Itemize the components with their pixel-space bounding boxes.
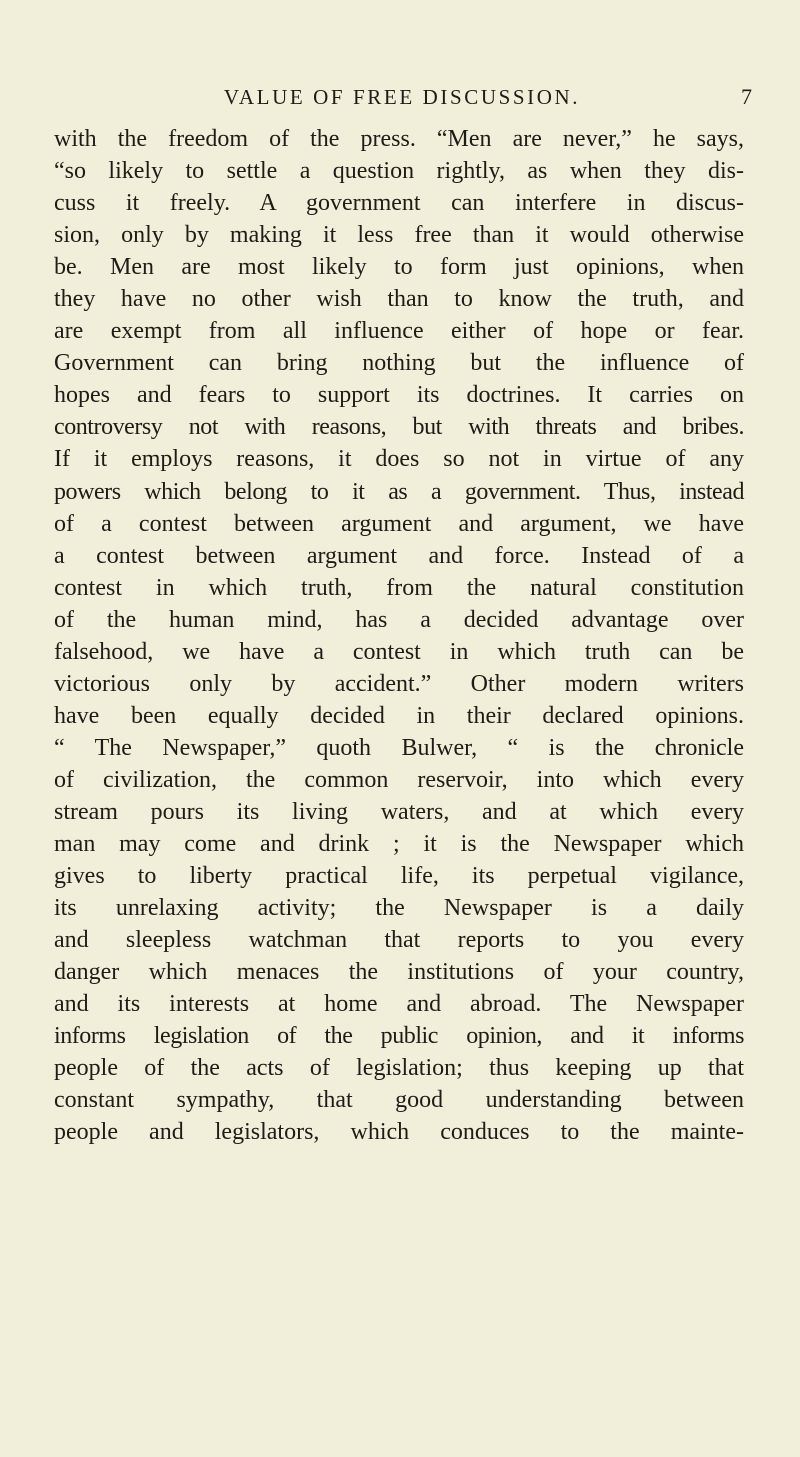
text-line: its unrelaxing activity; the Newspaper is a daily xyxy=(54,895,744,922)
text-line: people and legislators, which conduces to the mainte- xyxy=(54,1119,744,1146)
text-line: be. Men are most likely to form just opinions, when xyxy=(54,254,744,281)
text-line: sion, only by making it less free than it would otherwise xyxy=(54,222,744,249)
text-line: If it employs reasons, it does so not in virtue of any xyxy=(54,446,744,473)
text-line: constant sympathy, that good understanding between xyxy=(54,1087,744,1114)
text-line: are exempt from all influence either of hope or fear. xyxy=(54,318,744,345)
running-title: VALUE OF FREE DISCUSSION. xyxy=(223,85,581,109)
text-line: hopes and fears to support its doctrines. It carries on xyxy=(54,382,744,409)
text-line: of a contest between argument and argument, we have xyxy=(54,510,744,537)
text-line: contest in which truth, from the natural constitution xyxy=(54,574,744,601)
text-line: “ The Newspaper,” quoth Bulwer, “ is the chronicle xyxy=(54,734,744,761)
text-line: of the human mind, has a decided advantage over xyxy=(54,606,744,633)
text-line: cuss it freely. A government can interfere in discus- xyxy=(54,190,744,217)
text-line: informs legislation of the public opinion, and it informs xyxy=(54,1023,744,1050)
text-line: they have no other wish than to know the truth, and xyxy=(54,286,744,313)
text-line: with the freedom of the press. “Men are never,” he says, xyxy=(54,126,744,152)
text-line: danger which menaces the institutions of your country, xyxy=(54,959,744,986)
text-line: and sleepless watchman that reports to you every xyxy=(54,927,744,954)
text-line: falsehood, we have a contest in which truth can be xyxy=(54,638,744,665)
text-line: stream pours its living waters, and at which every xyxy=(54,798,744,825)
text-line: victorious only by accident.” Other modern writers xyxy=(54,670,744,697)
body-text xyxy=(54,123,744,1149)
text-line: and its interests at home and abroad. The Newspaper xyxy=(54,991,744,1018)
text-line: a contest between argument and force. Instead of a xyxy=(54,542,744,569)
text-line: powers which belong to it as a government. Thus, instead xyxy=(54,478,744,505)
text-line: Government can bring nothing but the influence of xyxy=(54,350,744,377)
page-number: 7 xyxy=(741,84,752,109)
text-line: gives to liberty practical life, its perpetual vigilance, xyxy=(54,863,744,890)
running-head xyxy=(52,83,752,115)
text-line: “so likely to settle a question rightly, as when they dis- xyxy=(54,158,744,185)
text-line: controversy not with reasons, but with threats and bribes. xyxy=(54,414,744,441)
text-line: people of the acts of legislation; thus keeping up that xyxy=(54,1055,744,1082)
text-line: have been equally decided in their declared opinions. xyxy=(54,702,744,729)
text-line: of civilization, the common reservoir, into which every xyxy=(54,766,744,793)
text-line: man may come and drink ; it is the Newspaper which xyxy=(54,831,744,858)
